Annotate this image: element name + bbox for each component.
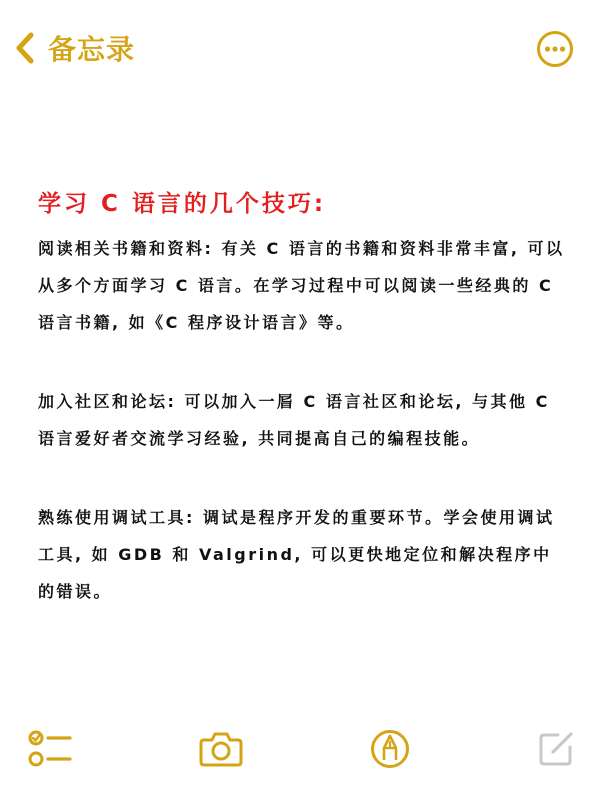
note-paragraph-debugging: 熟练使用调试工具: 调试是程序开发的重要环节。学会使用调试工具, 如 GDB 和 Valgrind, 可以更快地定位和解决程序中的错误。 [38,508,555,601]
chevron-left-icon [14,31,36,65]
note-title: 学习 C 语言的几个技巧: [38,191,327,217]
navigation-bar [0,0,600,100]
back-button[interactable] [14,28,135,68]
camera-icon[interactable] [198,729,244,769]
note-body[interactable] [38,184,568,610]
compose-icon[interactable] [536,729,576,769]
checklist-icon[interactable] [28,729,74,769]
back-label: 备忘录 [48,33,136,66]
note-paragraph-community: 加入社区和论坛: 可以加入一㞓 C 语言社区和论坛, 与其他 C 语言爱好者交流学习经验, 共同提高自己的编程技能。 [38,392,550,448]
more-ellipsis-icon[interactable] [536,30,574,68]
note-paragraph-books: 阅读相关书籍和资料: 有关 C 语言的书籍和资料非常丰富, 可以从多个方面学习 C 语言。在学习过程中可以阅读一些经典的 C 语言书籍, 如《C 程序设计语言》等。 [38,239,565,332]
bottom-toolbar [0,715,600,785]
markup-pen-icon[interactable] [370,727,410,771]
